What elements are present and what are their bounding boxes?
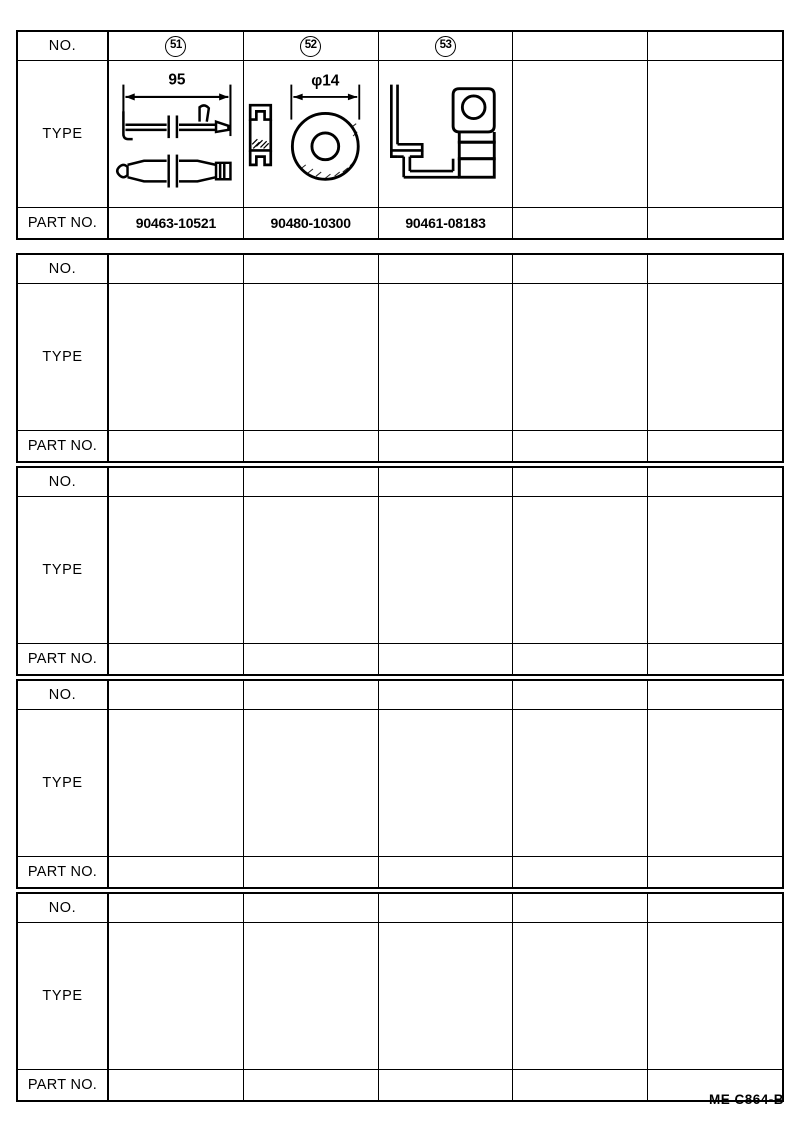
cell-part-no[interactable] [513, 857, 648, 887]
cell-type-illustration[interactable] [513, 923, 648, 1069]
table-row-part-no [18, 857, 782, 887]
cell-part-no[interactable] [379, 431, 514, 461]
cell-no[interactable] [513, 32, 648, 60]
cell-no[interactable] [109, 468, 244, 496]
row-label-no: NO. [18, 468, 109, 496]
cell-type-illustration[interactable] [513, 497, 648, 643]
table-row-type [18, 496, 782, 644]
parts-table [16, 253, 784, 463]
cell-type-illustration[interactable] [513, 284, 648, 430]
cell-part-no[interactable] [244, 644, 379, 674]
cell-type-illustration[interactable] [244, 497, 379, 643]
cell-no[interactable] [648, 32, 782, 60]
cell-no[interactable] [648, 468, 782, 496]
table-row-no [18, 468, 782, 496]
cell-part-no[interactable] [109, 644, 244, 674]
part-illustration-grommet-two-views [244, 61, 378, 207]
row-label-part-no: PART NO. [18, 208, 109, 238]
table-row-part-no [18, 644, 782, 674]
cell-part-no[interactable] [379, 857, 514, 887]
part-illustration-ring-terminal-bracket [379, 61, 513, 207]
cell-no[interactable] [648, 894, 782, 922]
footer-page-code: ME C864-B [708, 1092, 784, 1107]
cell-type-illustration[interactable] [244, 61, 379, 207]
cell-type-illustration[interactable] [513, 61, 648, 207]
row-label-no: NO. [18, 681, 109, 709]
part-number-text: 90480-10300 [270, 215, 351, 231]
svg-text:φ14: φ14 [311, 72, 340, 90]
cell-type-illustration[interactable] [109, 61, 244, 207]
cell-part-no[interactable] [648, 857, 782, 887]
cell-type-illustration[interactable] [109, 284, 244, 430]
cell-part-no[interactable] [109, 208, 244, 238]
table-row-no [18, 681, 782, 709]
cell-no[interactable] [244, 255, 379, 283]
cell-type-illustration[interactable] [648, 61, 782, 207]
row-label-type: TYPE [18, 61, 109, 207]
part-number-text: 90463-10521 [135, 215, 217, 231]
cell-no[interactable] [109, 255, 244, 283]
cell-no[interactable] [513, 255, 648, 283]
cell-type-illustration[interactable] [648, 923, 782, 1069]
cell-part-no[interactable] [513, 208, 648, 238]
cell-no[interactable] [244, 681, 379, 709]
row-label-part-no: PART NO. [18, 857, 109, 887]
cell-part-no[interactable] [379, 644, 514, 674]
cell-type-illustration[interactable] [109, 497, 244, 643]
cell-part-no[interactable] [244, 431, 379, 461]
part-illustration-clip-rod-two-views [109, 61, 243, 207]
cell-no[interactable] [648, 681, 782, 709]
table-row-type [18, 283, 782, 431]
row-label-type: TYPE [18, 284, 109, 430]
row-label-no: NO. [18, 894, 109, 922]
cell-type-illustration[interactable] [648, 710, 782, 856]
cell-part-no[interactable] [379, 208, 514, 238]
cell-no[interactable] [513, 681, 648, 709]
cell-no[interactable] [244, 468, 379, 496]
cell-type-illustration[interactable] [648, 497, 782, 643]
cell-part-no[interactable] [109, 1070, 244, 1100]
cell-type-illustration[interactable] [513, 710, 648, 856]
cell-part-no[interactable] [244, 1070, 379, 1100]
cell-type-illustration[interactable] [244, 710, 379, 856]
cell-type-illustration[interactable] [244, 923, 379, 1069]
cell-no[interactable] [109, 32, 244, 60]
cell-part-no[interactable] [648, 208, 782, 238]
circled-item-number: 51 [165, 36, 186, 57]
cell-part-no[interactable] [244, 857, 379, 887]
cell-no[interactable] [379, 468, 514, 496]
row-label-no: NO. [18, 32, 109, 60]
cell-no[interactable] [648, 255, 782, 283]
row-label-part-no: PART NO. [18, 644, 109, 674]
cell-type-illustration[interactable] [244, 284, 379, 430]
cell-part-no[interactable] [648, 431, 782, 461]
cell-no[interactable] [379, 681, 514, 709]
cell-part-no[interactable] [648, 644, 782, 674]
table-row-part-no [18, 208, 782, 238]
cell-no[interactable] [379, 32, 514, 60]
cell-part-no[interactable] [109, 857, 244, 887]
row-label-type: TYPE [18, 923, 109, 1069]
cell-no[interactable] [244, 32, 379, 60]
row-label-type: TYPE [18, 710, 109, 856]
parts-table [16, 466, 784, 676]
circled-item-number: 52 [300, 36, 321, 57]
parts-table [16, 679, 784, 889]
cell-type-illustration[interactable] [379, 710, 514, 856]
cell-type-illustration[interactable] [109, 710, 244, 856]
cell-no[interactable] [244, 894, 379, 922]
cell-type-illustration[interactable] [648, 284, 782, 430]
table-row-part-no [18, 431, 782, 461]
cell-type-illustration[interactable] [379, 284, 514, 430]
table-row-part-no [18, 1070, 782, 1100]
parts-table [16, 892, 784, 1102]
table-row-type [18, 60, 782, 208]
cell-part-no[interactable] [109, 431, 244, 461]
table-row-no [18, 32, 782, 60]
cell-no[interactable] [513, 894, 648, 922]
cell-no[interactable] [109, 681, 244, 709]
circled-item-number: 53 [435, 36, 456, 57]
cell-part-no[interactable] [513, 644, 648, 674]
table-row-type [18, 709, 782, 857]
cell-type-illustration[interactable] [379, 61, 514, 207]
table-row-no [18, 255, 782, 283]
part-number-text: 90461-08183 [405, 215, 486, 231]
cell-part-no[interactable] [513, 1070, 648, 1100]
row-label-part-no: PART NO. [18, 1070, 109, 1100]
cell-type-illustration[interactable] [379, 923, 514, 1069]
table-row-type [18, 922, 782, 1070]
parts-table [16, 30, 784, 240]
cell-part-no[interactable] [379, 1070, 514, 1100]
svg-text:95: 95 [168, 71, 186, 89]
cell-type-illustration[interactable] [379, 497, 514, 643]
cell-no[interactable] [513, 468, 648, 496]
cell-no[interactable] [379, 255, 514, 283]
cell-part-no[interactable] [513, 431, 648, 461]
cell-type-illustration[interactable] [109, 923, 244, 1069]
row-label-no: NO. [18, 255, 109, 283]
cell-no[interactable] [109, 894, 244, 922]
cell-part-no[interactable] [244, 208, 379, 238]
cell-no[interactable] [379, 894, 514, 922]
row-label-type: TYPE [18, 497, 109, 643]
table-row-no [18, 894, 782, 922]
row-label-part-no: PART NO. [18, 431, 109, 461]
